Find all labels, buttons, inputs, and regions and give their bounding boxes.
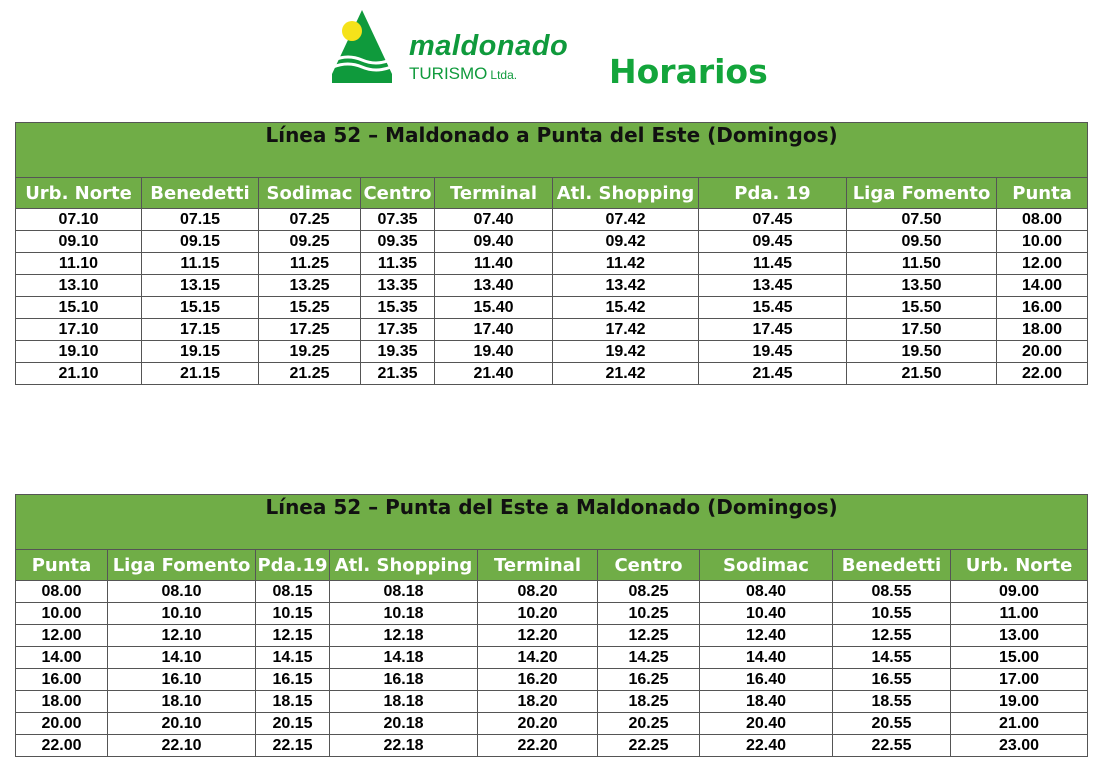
time-cell: 19.50 bbox=[847, 341, 997, 363]
page-header bbox=[0, 0, 1095, 100]
table-row bbox=[16, 713, 1088, 735]
schedule-table-outbound bbox=[15, 122, 1088, 385]
time-cell: 09.40 bbox=[435, 231, 553, 253]
time-cell: 15.40 bbox=[435, 297, 553, 319]
time-cell: 17.00 bbox=[951, 669, 1088, 691]
table-body bbox=[16, 209, 1088, 385]
time-cell: 21.45 bbox=[699, 363, 847, 385]
time-cell: 18.20 bbox=[478, 691, 598, 713]
time-cell: 14.20 bbox=[478, 647, 598, 669]
time-cell: 16.10 bbox=[108, 669, 256, 691]
table-row bbox=[16, 691, 1088, 713]
column-header: Atl. Shopping bbox=[553, 178, 699, 209]
time-cell: 18.18 bbox=[330, 691, 478, 713]
time-cell: 21.42 bbox=[553, 363, 699, 385]
time-cell: 10.10 bbox=[108, 603, 256, 625]
time-cell: 09.35 bbox=[361, 231, 435, 253]
time-cell: 13.45 bbox=[699, 275, 847, 297]
time-cell: 22.18 bbox=[330, 735, 478, 757]
time-cell: 09.50 bbox=[847, 231, 997, 253]
time-cell: 20.00 bbox=[997, 341, 1088, 363]
table-row bbox=[16, 209, 1088, 231]
column-header: Urb. Norte bbox=[951, 550, 1088, 581]
time-cell: 19.45 bbox=[699, 341, 847, 363]
column-header: Centro bbox=[361, 178, 435, 209]
time-cell: 13.25 bbox=[259, 275, 361, 297]
time-cell: 18.40 bbox=[700, 691, 833, 713]
time-cell: 11.35 bbox=[361, 253, 435, 275]
time-cell: 08.55 bbox=[833, 581, 951, 603]
time-cell: 17.25 bbox=[259, 319, 361, 341]
time-cell: 16.20 bbox=[478, 669, 598, 691]
time-cell: 12.20 bbox=[478, 625, 598, 647]
column-header: Liga Fomento bbox=[847, 178, 997, 209]
column-header-row bbox=[16, 178, 1088, 209]
maldonado-logo-icon bbox=[330, 8, 394, 84]
time-cell: 22.10 bbox=[108, 735, 256, 757]
column-header: Urb. Norte bbox=[16, 178, 142, 209]
time-cell: 16.15 bbox=[256, 669, 330, 691]
time-cell: 10.25 bbox=[598, 603, 700, 625]
table-row bbox=[16, 231, 1088, 253]
table-title: Línea 52 – Punta del Este a Maldonado (Domingos) bbox=[16, 495, 1088, 550]
time-cell: 14.00 bbox=[997, 275, 1088, 297]
time-cell: 11.10 bbox=[16, 253, 142, 275]
time-cell: 21.15 bbox=[142, 363, 259, 385]
time-cell: 22.25 bbox=[598, 735, 700, 757]
time-cell: 08.00 bbox=[997, 209, 1088, 231]
column-header: Benedetti bbox=[142, 178, 259, 209]
brand-subtitle bbox=[409, 64, 517, 84]
time-cell: 12.00 bbox=[16, 625, 108, 647]
time-cell: 10.40 bbox=[700, 603, 833, 625]
time-cell: 09.10 bbox=[16, 231, 142, 253]
column-header: Sodimac bbox=[259, 178, 361, 209]
time-cell: 07.25 bbox=[259, 209, 361, 231]
time-cell: 07.40 bbox=[435, 209, 553, 231]
time-cell: 19.35 bbox=[361, 341, 435, 363]
time-cell: 22.40 bbox=[700, 735, 833, 757]
time-cell: 07.50 bbox=[847, 209, 997, 231]
time-cell: 09.45 bbox=[699, 231, 847, 253]
time-cell: 17.42 bbox=[553, 319, 699, 341]
time-cell: 15.25 bbox=[259, 297, 361, 319]
time-cell: 08.18 bbox=[330, 581, 478, 603]
time-cell: 11.50 bbox=[847, 253, 997, 275]
time-cell: 18.00 bbox=[16, 691, 108, 713]
time-cell: 13.40 bbox=[435, 275, 553, 297]
column-header: Pda. 19 bbox=[699, 178, 847, 209]
time-cell: 21.10 bbox=[16, 363, 142, 385]
time-cell: 22.55 bbox=[833, 735, 951, 757]
time-cell: 12.25 bbox=[598, 625, 700, 647]
time-cell: 13.35 bbox=[361, 275, 435, 297]
time-cell: 21.25 bbox=[259, 363, 361, 385]
table-row bbox=[16, 735, 1088, 757]
time-cell: 17.15 bbox=[142, 319, 259, 341]
time-cell: 15.45 bbox=[699, 297, 847, 319]
time-cell: 08.20 bbox=[478, 581, 598, 603]
time-cell: 11.25 bbox=[259, 253, 361, 275]
time-cell: 22.00 bbox=[997, 363, 1088, 385]
time-cell: 14.00 bbox=[16, 647, 108, 669]
time-cell: 16.55 bbox=[833, 669, 951, 691]
column-header-row bbox=[16, 550, 1088, 581]
table-row bbox=[16, 275, 1088, 297]
time-cell: 07.15 bbox=[142, 209, 259, 231]
time-cell: 12.55 bbox=[833, 625, 951, 647]
time-cell: 14.40 bbox=[700, 647, 833, 669]
time-cell: 12.40 bbox=[700, 625, 833, 647]
time-cell: 22.00 bbox=[16, 735, 108, 757]
page-title: Horarios bbox=[609, 52, 768, 91]
column-header: Punta bbox=[16, 550, 108, 581]
time-cell: 15.00 bbox=[951, 647, 1088, 669]
time-cell: 17.10 bbox=[16, 319, 142, 341]
time-cell: 10.00 bbox=[16, 603, 108, 625]
table-row bbox=[16, 341, 1088, 363]
time-cell: 08.40 bbox=[700, 581, 833, 603]
time-cell: 18.25 bbox=[598, 691, 700, 713]
time-cell: 17.50 bbox=[847, 319, 997, 341]
time-cell: 14.15 bbox=[256, 647, 330, 669]
brand-sub-text: TURISMO bbox=[409, 64, 488, 83]
time-cell: 10.55 bbox=[833, 603, 951, 625]
column-header: Liga Fomento bbox=[108, 550, 256, 581]
time-cell: 10.20 bbox=[478, 603, 598, 625]
time-cell: 18.00 bbox=[997, 319, 1088, 341]
time-cell: 10.15 bbox=[256, 603, 330, 625]
time-cell: 19.42 bbox=[553, 341, 699, 363]
column-header: Terminal bbox=[435, 178, 553, 209]
table-row bbox=[16, 297, 1088, 319]
column-header: Centro bbox=[598, 550, 700, 581]
time-cell: 07.42 bbox=[553, 209, 699, 231]
brand-sub-suffix: Ltda. bbox=[490, 68, 518, 82]
time-cell: 15.10 bbox=[16, 297, 142, 319]
time-cell: 12.00 bbox=[997, 253, 1088, 275]
table-title: Línea 52 – Maldonado a Punta del Este (Domingos) bbox=[16, 123, 1088, 178]
table-row bbox=[16, 253, 1088, 275]
time-cell: 11.40 bbox=[435, 253, 553, 275]
time-cell: 16.00 bbox=[997, 297, 1088, 319]
time-cell: 08.00 bbox=[16, 581, 108, 603]
time-cell: 19.10 bbox=[16, 341, 142, 363]
time-cell: 22.15 bbox=[256, 735, 330, 757]
time-cell: 16.40 bbox=[700, 669, 833, 691]
time-cell: 13.10 bbox=[16, 275, 142, 297]
time-cell: 18.10 bbox=[108, 691, 256, 713]
time-cell: 20.18 bbox=[330, 713, 478, 735]
schedule-table-return bbox=[15, 494, 1088, 757]
time-cell: 13.50 bbox=[847, 275, 997, 297]
time-cell: 17.40 bbox=[435, 319, 553, 341]
time-cell: 14.10 bbox=[108, 647, 256, 669]
time-cell: 19.00 bbox=[951, 691, 1088, 713]
time-cell: 20.40 bbox=[700, 713, 833, 735]
time-cell: 22.20 bbox=[478, 735, 598, 757]
column-header: Pda.19 bbox=[256, 550, 330, 581]
time-cell: 20.20 bbox=[478, 713, 598, 735]
table-row bbox=[16, 319, 1088, 341]
brand-name: maldonado bbox=[409, 30, 569, 62]
time-cell: 23.00 bbox=[951, 735, 1088, 757]
time-cell: 15.42 bbox=[553, 297, 699, 319]
time-cell: 16.18 bbox=[330, 669, 478, 691]
time-cell: 14.18 bbox=[330, 647, 478, 669]
time-cell: 13.15 bbox=[142, 275, 259, 297]
time-cell: 12.15 bbox=[256, 625, 330, 647]
time-cell: 07.10 bbox=[16, 209, 142, 231]
column-header: Terminal bbox=[478, 550, 598, 581]
time-cell: 07.45 bbox=[699, 209, 847, 231]
time-cell: 20.00 bbox=[16, 713, 108, 735]
time-cell: 09.42 bbox=[553, 231, 699, 253]
time-cell: 16.25 bbox=[598, 669, 700, 691]
time-cell: 09.00 bbox=[951, 581, 1088, 603]
table-row bbox=[16, 581, 1088, 603]
time-cell: 19.15 bbox=[142, 341, 259, 363]
time-cell: 10.00 bbox=[997, 231, 1088, 253]
column-header: Benedetti bbox=[833, 550, 951, 581]
time-cell: 20.15 bbox=[256, 713, 330, 735]
time-cell: 08.15 bbox=[256, 581, 330, 603]
table-row bbox=[16, 603, 1088, 625]
time-cell: 21.50 bbox=[847, 363, 997, 385]
time-cell: 12.10 bbox=[108, 625, 256, 647]
time-cell: 08.25 bbox=[598, 581, 700, 603]
time-cell: 21.00 bbox=[951, 713, 1088, 735]
time-cell: 15.15 bbox=[142, 297, 259, 319]
time-cell: 20.25 bbox=[598, 713, 700, 735]
time-cell: 13.42 bbox=[553, 275, 699, 297]
time-cell: 15.35 bbox=[361, 297, 435, 319]
time-cell: 15.50 bbox=[847, 297, 997, 319]
column-header: Punta bbox=[997, 178, 1088, 209]
time-cell: 18.15 bbox=[256, 691, 330, 713]
time-cell: 09.15 bbox=[142, 231, 259, 253]
table-row bbox=[16, 363, 1088, 385]
time-cell: 14.25 bbox=[598, 647, 700, 669]
time-cell: 19.25 bbox=[259, 341, 361, 363]
time-cell: 17.35 bbox=[361, 319, 435, 341]
time-cell: 21.35 bbox=[361, 363, 435, 385]
time-cell: 16.00 bbox=[16, 669, 108, 691]
time-cell: 08.10 bbox=[108, 581, 256, 603]
time-cell: 14.55 bbox=[833, 647, 951, 669]
time-cell: 09.25 bbox=[259, 231, 361, 253]
table-row bbox=[16, 625, 1088, 647]
time-cell: 10.18 bbox=[330, 603, 478, 625]
column-header: Atl. Shopping bbox=[330, 550, 478, 581]
time-cell: 19.40 bbox=[435, 341, 553, 363]
time-cell: 21.40 bbox=[435, 363, 553, 385]
time-cell: 11.45 bbox=[699, 253, 847, 275]
time-cell: 17.45 bbox=[699, 319, 847, 341]
time-cell: 20.55 bbox=[833, 713, 951, 735]
time-cell: 13.00 bbox=[951, 625, 1088, 647]
time-cell: 12.18 bbox=[330, 625, 478, 647]
time-cell: 18.55 bbox=[833, 691, 951, 713]
column-header: Sodimac bbox=[700, 550, 833, 581]
table-row bbox=[16, 647, 1088, 669]
time-cell: 11.00 bbox=[951, 603, 1088, 625]
table-row bbox=[16, 669, 1088, 691]
time-cell: 20.10 bbox=[108, 713, 256, 735]
time-cell: 07.35 bbox=[361, 209, 435, 231]
table-body bbox=[16, 581, 1088, 757]
time-cell: 11.15 bbox=[142, 253, 259, 275]
time-cell: 11.42 bbox=[553, 253, 699, 275]
